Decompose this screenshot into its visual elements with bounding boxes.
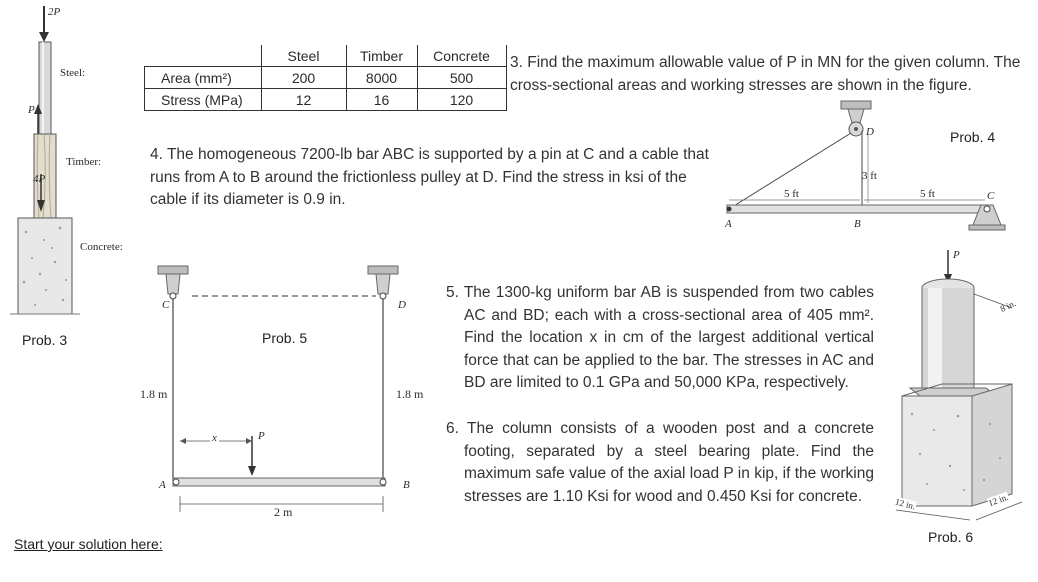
prob4-dim-bc: 5 ft — [920, 188, 935, 200]
prob5-label-d: D — [398, 299, 406, 311]
prob4-label: Prob. 4 — [950, 129, 996, 145]
prob3-load-p: P — [28, 104, 35, 116]
prob3-load-2p: 2P — [48, 6, 61, 18]
prob4-dim-ab: 5 ft — [784, 188, 799, 200]
prob4-label-d: D — [866, 126, 874, 138]
prob6-foot-right-dim: 12 in. — [986, 491, 1010, 509]
table-row — [145, 89, 507, 111]
prob6-label: Prob. 6 — [928, 529, 974, 545]
prob6-figure — [872, 244, 1032, 524]
prob3-steel-label: Steel: — [60, 67, 86, 79]
prob3-text: 3. Find the maximum allowable value of P in MN for the given column. The cross-sectional areas and working stresses are shown in the figure. — [510, 54, 1021, 94]
prob4-text: 4. The homogeneous 7200-lb bar ABC is supported by a pin at C and a cable that runs from A to B around the frictionless pulley at D. Find the stress in ksi of the cable if its diameter is 0.9 in. — [150, 146, 709, 208]
prob5-figure — [140, 258, 440, 528]
prob5-span: 2 m — [274, 505, 293, 519]
table-row — [145, 67, 507, 89]
prob3-label: Prob. 3 — [22, 332, 68, 348]
prob4-dim-bd: 3 ft — [862, 170, 877, 182]
prob5-left-length: 1.8 m — [140, 387, 168, 401]
prob4-label-c: C — [987, 190, 995, 202]
prob3-timber-label: Timber: — [66, 156, 102, 168]
prob6-p: P — [953, 249, 960, 261]
table-header: Timber — [346, 45, 417, 67]
start-solution-prompt: Start your solution here: — [14, 536, 163, 552]
table-cell: 12 — [261, 89, 346, 111]
table-cell: 16 — [346, 89, 417, 111]
prob3-load-4p: 4P — [33, 173, 46, 185]
table-cell: 500 — [417, 67, 506, 89]
prob5-label-a: A — [159, 479, 166, 491]
prob6-post-dim: 8 in. — [998, 298, 1018, 314]
table-header: Steel — [261, 45, 346, 67]
prob5-p: P — [258, 430, 265, 442]
table-cell: 200 — [261, 67, 346, 89]
prob5-label: Prob. 5 — [262, 330, 308, 346]
table-cell: 8000 — [346, 67, 417, 89]
prob4-label-a: A — [725, 218, 732, 230]
table-row-label: Stress (MPa) — [145, 89, 262, 111]
prob5-right-length: 1.8 m — [396, 387, 424, 401]
prob4-label-b: B — [854, 218, 861, 230]
prob6-text: 6. The column consists of a wooden post and a concrete footing, separated by a steel bearing plate. Find the maximum safe value of the axial load P in kip, if the working stresses are 1.10 Ksi for wood and 0.450 Ksi for concrete. — [446, 420, 874, 505]
table-cell: 120 — [417, 89, 506, 111]
prob5-label-c: C — [162, 299, 170, 311]
prob5-text: 5. The 1300-kg uniform bar AB is suspended from two cables AC and BD; each with a cross-sectional area of 405 mm². Find the location x in cm of the largest additional vertical force that can be applied to the bar. The stresses in AC and BD are limited to 0.1 GPa and 50,000 KPa, respectively. — [446, 284, 874, 391]
table-header: Concrete — [417, 45, 506, 67]
prob5-x: x — [212, 432, 217, 444]
prob5-label-b: B — [403, 479, 410, 491]
prob4-figure — [715, 95, 1015, 240]
properties-table — [144, 45, 507, 111]
prob6-foot-left-dim: 12 in. — [894, 496, 917, 512]
table-row-label: Area (mm²) — [145, 67, 262, 89]
prob3-concrete-label: Concrete: — [80, 241, 123, 253]
